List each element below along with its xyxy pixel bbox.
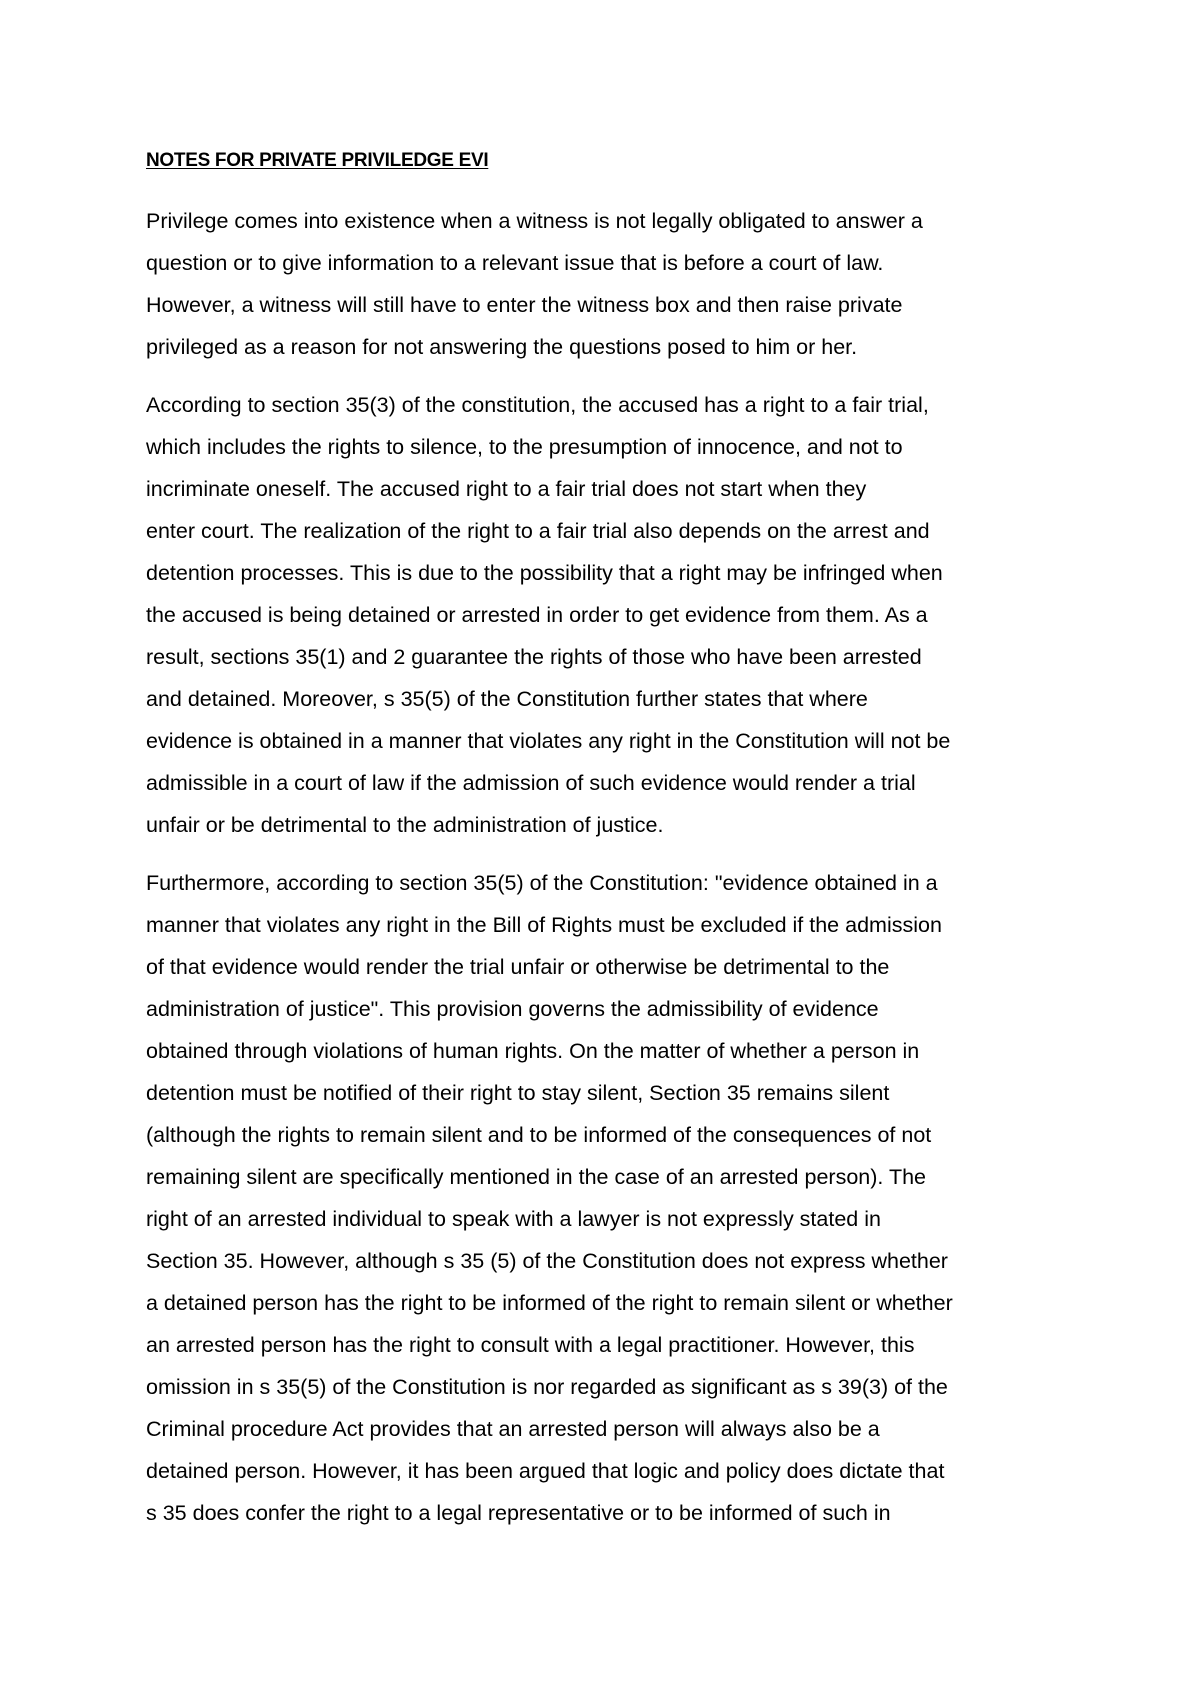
- text-line: unfair or be detrimental to the administration of justice.: [146, 813, 664, 837]
- paragraph-fair-trial: [146, 384, 1066, 846]
- document-title: NOTES FOR PRIVATE PRIVILEDGE EVI: [146, 150, 489, 171]
- text-line: According to section 35(3) of the constitution, the accused has a right to a fair trial,: [146, 393, 929, 417]
- text-line: incriminate oneself. The accused right to a fair trial does not start when they: [146, 477, 867, 501]
- text-line: manner that violates any right in the Bill of Rights must be excluded if the admission: [146, 913, 942, 937]
- text-line: and detained. Moreover, s 35(5) of the Constitution further states that where: [146, 687, 868, 711]
- document-body: [146, 200, 1066, 1550]
- text-line: privileged as a reason for not answering the questions posed to him or her.: [146, 335, 858, 359]
- text-line: a detained person has the right to be informed of the right to remain silent or whether: [146, 1291, 953, 1315]
- text-line: Furthermore, according to section 35(5) of the Constitution: "evidence obtained in a: [146, 871, 938, 895]
- text-line: evidence is obtained in a manner that violates any right in the Constitution will not be: [146, 729, 951, 753]
- text-line: detention must be notified of their right to stay silent, Section 35 remains silent: [146, 1081, 890, 1105]
- text-line: an arrested person has the right to consult with a legal practitioner. However, this: [146, 1333, 915, 1357]
- text-line: admissible in a court of law if the admission of such evidence would render a trial: [146, 771, 916, 795]
- text-line: detained person. However, it has been argued that logic and policy does dictate that: [146, 1459, 945, 1483]
- text-line: detention processes. This is due to the possibility that a right may be infringed when: [146, 561, 943, 585]
- text-line: s 35 does confer the right to a legal representative or to be informed of such in: [146, 1501, 891, 1525]
- text-line: Section 35. However, although s 35 (5) of the Constitution does not express whether: [146, 1249, 948, 1273]
- text-line: Privilege comes into existence when a witness is not legally obligated to answer a: [146, 209, 923, 233]
- text-line: (although the rights to remain silent and to be informed of the consequences of not: [146, 1123, 932, 1147]
- text-line: question or to give information to a relevant issue that is before a court of law.: [146, 251, 884, 275]
- text-line: of that evidence would render the trial unfair or otherwise be detrimental to the: [146, 955, 890, 979]
- text-line: right of an arrested individual to speak with a lawyer is not expressly stated in: [146, 1207, 881, 1231]
- text-line: remaining silent are specifically mentioned in the case of an arrested person). The: [146, 1165, 926, 1189]
- text-line: omission in s 35(5) of the Constitution is nor regarded as significant as s 39(3) of the: [146, 1375, 948, 1399]
- text-line: enter court. The realization of the right to a fair trial also depends on the arrest and: [146, 519, 930, 543]
- text-line: administration of justice". This provision governs the admissibility of evidence: [146, 997, 879, 1021]
- text-line: result, sections 35(1) and 2 guarantee the rights of those who have been arrested: [146, 645, 922, 669]
- text-line: Criminal procedure Act provides that an arrested person will always also be a: [146, 1417, 880, 1441]
- text-line: However, a witness will still have to enter the witness box and then raise private: [146, 293, 903, 317]
- paragraph-admissibility: [146, 862, 1066, 1534]
- text-line: obtained through violations of human rights. On the matter of whether a person in: [146, 1039, 920, 1063]
- text-line: which includes the rights to silence, to the presumption of innocence, and not to: [146, 435, 903, 459]
- paragraph-privilege-definition: [146, 200, 1066, 368]
- text-line: the accused is being detained or arrested in order to get evidence from them. As a: [146, 603, 928, 627]
